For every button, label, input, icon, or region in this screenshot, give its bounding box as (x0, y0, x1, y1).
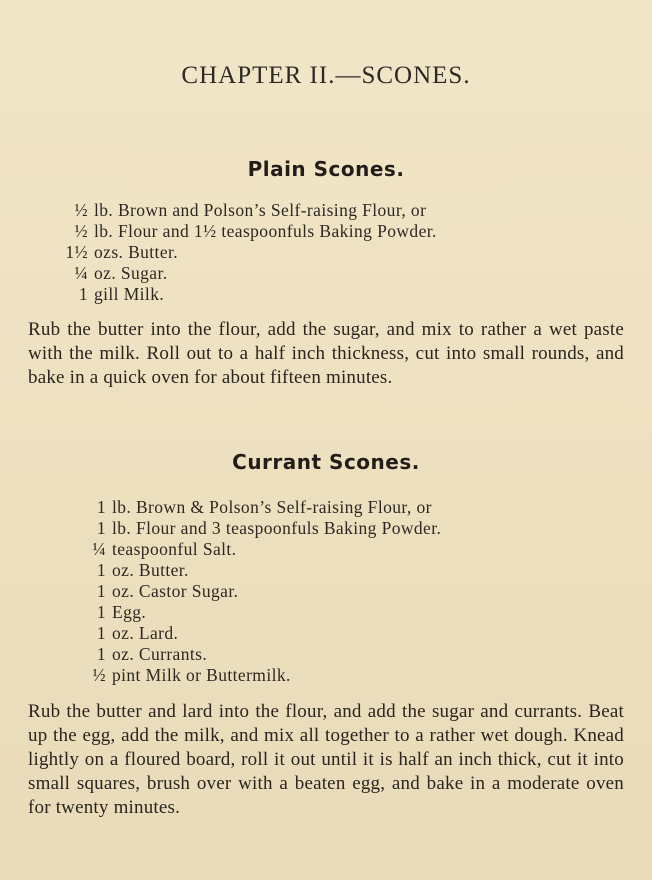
ingredient-item (84, 623, 441, 644)
ingredient-item (84, 539, 441, 560)
ingredient-text: oz. Sugar. (94, 263, 168, 283)
ingredient-text: lb. Flour and 1½ teaspoonfuls Baking Powder. (94, 221, 437, 241)
ingredient-item (62, 284, 437, 305)
ingredient-quantity: 1 (96, 497, 106, 517)
ingredient-quantity: 1 (78, 284, 88, 304)
chapter-title: CHAPTER II.—SCONES. (181, 62, 471, 89)
ingredient-item (84, 581, 441, 602)
ingredient-quantity: 1 (96, 581, 106, 601)
recipe-heading-plain-scones: Plain Scones. (247, 157, 405, 181)
ingredient-text: oz. Butter. (112, 560, 189, 580)
ingredient-item (62, 200, 437, 221)
ingredient-text: oz. Castor Sugar. (112, 581, 239, 601)
ingredient-item (62, 263, 437, 284)
ingredient-quantity: 1 (96, 644, 106, 664)
ingredient-text: lb. Brown & Polson’s Self-raising Flour, or (112, 497, 432, 517)
ingredient-text: teaspoonful Salt. (112, 539, 237, 559)
ingredient-quantity: 1½ (65, 242, 88, 262)
ingredient-item (84, 497, 441, 518)
ingredient-item (62, 221, 437, 242)
ingredient-text: gill Milk. (94, 284, 165, 304)
ingredient-quantity: ¼ (92, 539, 106, 559)
ingredient-text: lb. Flour and 3 teaspoonfuls Baking Powder. (112, 518, 442, 538)
ingredient-quantity: ½ (74, 221, 88, 241)
ingredient-quantity: 1 (96, 560, 106, 580)
ingredient-list-currant-scones (84, 497, 441, 686)
method-paragraph-currant-scones: Rub the butter and lard into the flour, and add the sugar and currants. Beat up the egg, add the milk, and mix all together to a rather wet dough. Knead lightly on a floured board, roll it out until it is half an inch thick, cut it into small squares, brush over with a beaten egg, and bake in a moderate oven for twenty minutes. (28, 701, 624, 818)
ingredient-quantity: 1 (96, 518, 106, 538)
ingredient-item (84, 560, 441, 581)
ingredient-text: oz. Lard. (112, 623, 179, 643)
recipe-heading-currant-scones: Currant Scones. (232, 450, 420, 474)
ingredient-quantity: 1 (96, 623, 106, 643)
ingredient-quantity: ½ (74, 200, 88, 220)
ingredient-item (84, 665, 441, 686)
ingredient-text: lb. Brown and Polson’s Self-raising Flour, or (94, 200, 427, 220)
ingredient-quantity: ¼ (74, 263, 88, 283)
ingredient-text: Egg. (112, 602, 147, 622)
ingredient-quantity: 1 (96, 602, 106, 622)
ingredient-quantity: ½ (92, 665, 106, 685)
ingredient-item (62, 242, 437, 263)
ingredient-list-plain-scones (62, 200, 437, 305)
ingredient-text: pint Milk or Buttermilk. (112, 665, 291, 685)
ingredient-text: oz. Currants. (112, 644, 208, 664)
ingredient-item (84, 602, 441, 623)
ingredient-item (84, 518, 441, 539)
ingredient-item (84, 644, 441, 665)
ingredient-text: ozs. Butter. (94, 242, 179, 262)
method-paragraph-plain-scones: Rub the butter into the flour, add the sugar, and mix to rather a wet paste with the milk. Roll out to a half inch thickness, cut into small rounds, and bake in a quick oven for about fifteen minutes. (28, 319, 624, 388)
